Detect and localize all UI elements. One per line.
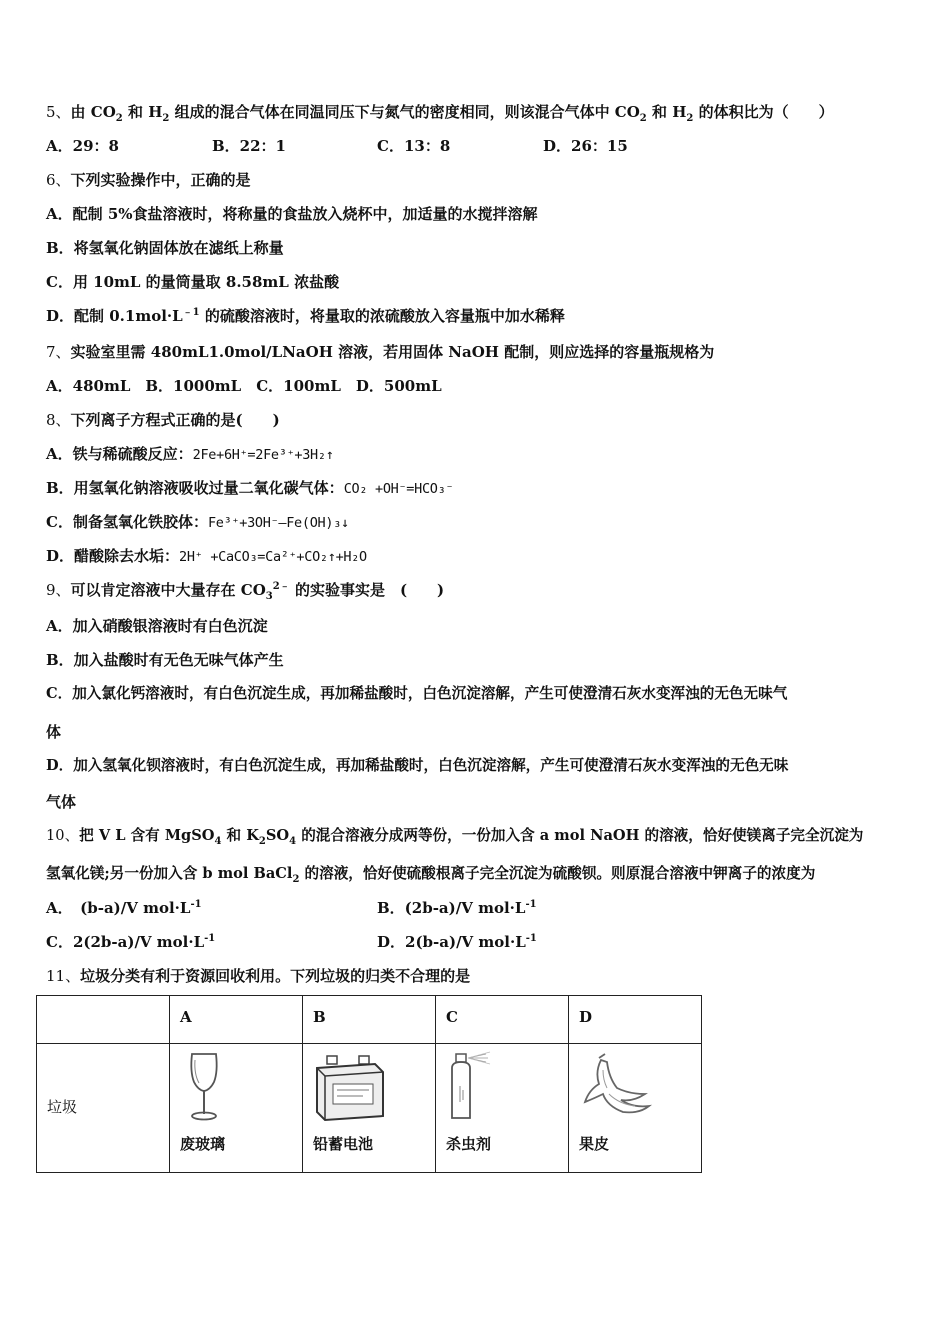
battery-icon [313,1050,385,1124]
q9-option-d-line1: D．加入氢氧化钡溶液时，有白色沉淀生成，再加稀盐酸时，白色沉淀溶解，产生可使澄清石灰水变浑浊的无色无味 [46,757,789,774]
spray-can-icon [446,1050,506,1124]
table-cell-c [436,1044,569,1173]
q5-stem: 5、由 $CO_2$ 和 $H_2$ 组成的混合气体在同温同压下与氮气的密度相同，则该混合气体中 $CO_2$ 和 $H_2$ 的体积比为（ ） [46,103,834,124]
q6-option-c: C．用 10mL 的量筒量取 8.58mL 浓盐酸 [46,273,340,291]
table-cell-d [569,1044,702,1173]
table-header-cell: B [303,996,436,1044]
q10-option-d: D．2(b-a)/V $mol\cdot L^{-1}$ [377,933,537,951]
q10-option-b: B．(2b-a)/V $mol\cdot L^{-1}$ [377,899,537,917]
q8-option-c: C．制备氢氧化铁胶体：Fe³⁺+3OH⁻–Fe(OH)₃↓ [46,513,349,531]
q9-option-d-line2: 气体 [46,793,77,811]
q10-option-a: A． (b-a)/V $mol\cdot L^{-1}$ [46,899,202,917]
q5-option-b: B．22：1 [212,137,286,155]
q10-stem-line1: 10、把 V L 含有 MgSO$_4$ 和 $K_2SO_4$ 的混合溶液分成两等份，一份加入含 a mol NaOH 的溶液，恰好使镁离子完全沉淀为 [46,827,864,847]
waste-classification-table [36,995,702,1173]
q9-option-a: A．加入硝酸银溶液时有白色沉淀 [46,617,268,635]
q5-option-c: C．13：8 [377,137,451,155]
q8-formula-a: 2Fe+6H⁺=2Fe³⁺+3H₂↑ [192,447,334,463]
q6-stem: 6、下列实验操作中，正确的是 [46,171,251,189]
q8-stem: 8、下列离子方程式正确的是( ) [46,411,280,429]
q9-option-c-line2: 体 [46,723,62,741]
table-header-row [37,996,702,1044]
table-row-label-cell [37,1044,170,1173]
q7-options: A．480mL B．1000mL C．100mL D．500mL [46,377,442,395]
q8-option-d: D．醋酸除去水垢：2H⁺ +CaCO₃=Ca²⁺+CO₂↑+H₂O [46,547,367,565]
banana-peel-icon [579,1050,655,1124]
q5-option-d: D．26：15 [543,137,628,155]
q9-option-b: B．加入盐酸时有无色无味气体产生 [46,651,284,669]
q10-option-c: C．2(2b-a)/V $mol\cdot L^{-1}$ [46,933,216,951]
q9-option-c-line1: C．加入氯化钙溶液时，有白色沉淀生成，再加稀盐酸时，白色沉淀溶解，产生可使澄清石灰水变浑浊的无色无味气 [46,685,788,702]
item-label: 杀虫剂 [446,1135,492,1153]
q5-option-a: A．29：8 [46,137,119,155]
table-header-cell [37,996,170,1044]
table-header-cell: D [569,996,702,1044]
item-label: 果皮 [579,1135,610,1153]
q6-option-d: D．配制 $0.1mol\cdot L^{﹣1}$ 的硫酸溶液时，将量取的浓硫酸放入容量瓶中加水稀释 [46,307,565,325]
q7-stem: 7、实验室里需 480mL1.0mol/LNaOH 溶液，若用固体 NaOH 配制，则应选择的容量瓶规格为 [46,343,715,361]
q8-option-a: A．铁与稀硫酸反应：2Fe+6H⁺=2Fe³⁺+3H₂↑ [46,445,334,463]
row-label: 垃圾 [47,1098,78,1116]
q8-formula-d: 2H⁺ +CaCO₃=Ca²⁺+CO₂↑+H₂O [179,549,367,565]
q8-formula-c: Fe³⁺+3OH⁻–Fe(OH)₃↓ [207,515,349,531]
q6-option-b: B．将氢氧化钠固体放在滤纸上称量 [46,239,284,257]
wine-glass-icon [180,1050,230,1124]
item-label: 铅蓄电池 [313,1135,374,1153]
q8-formula-b: CO₂ +OH⁻=HCO₃⁻ [343,481,454,497]
table-cell-b [303,1044,436,1173]
q6-option-a: A．配制 5%食盐溶液时，将称量的食盐放入烧杯中，加适量的水搅拌溶解 [46,205,538,223]
q11-stem: 11、垃圾分类有利于资源回收利用。下列垃圾的归类不合理的是 [46,967,471,985]
table-header-cell: A [170,996,303,1044]
q10-stem-line2: 氢氧化镁;另一份加入含 b mol BaCl$_2$ 的溶液，恰好使硫酸根离子完全沉淀为硫酸钡。则原混合溶液中钾离子的浓度为 [46,865,816,885]
table-header-cell: C [436,996,569,1044]
item-label: 废玻璃 [180,1135,226,1153]
q8-option-b: B．用氢氧化钠溶液吸收过量二氧化碳气体：CO₂ +OH⁻=HCO₃⁻ [46,479,454,497]
q9-stem: 9、可以肯定溶液中大量存在 $CO_3^{2﹣}$ 的实验事实是 ( ) [46,581,445,602]
table-cell-a [170,1044,303,1173]
table-row [37,1044,702,1173]
